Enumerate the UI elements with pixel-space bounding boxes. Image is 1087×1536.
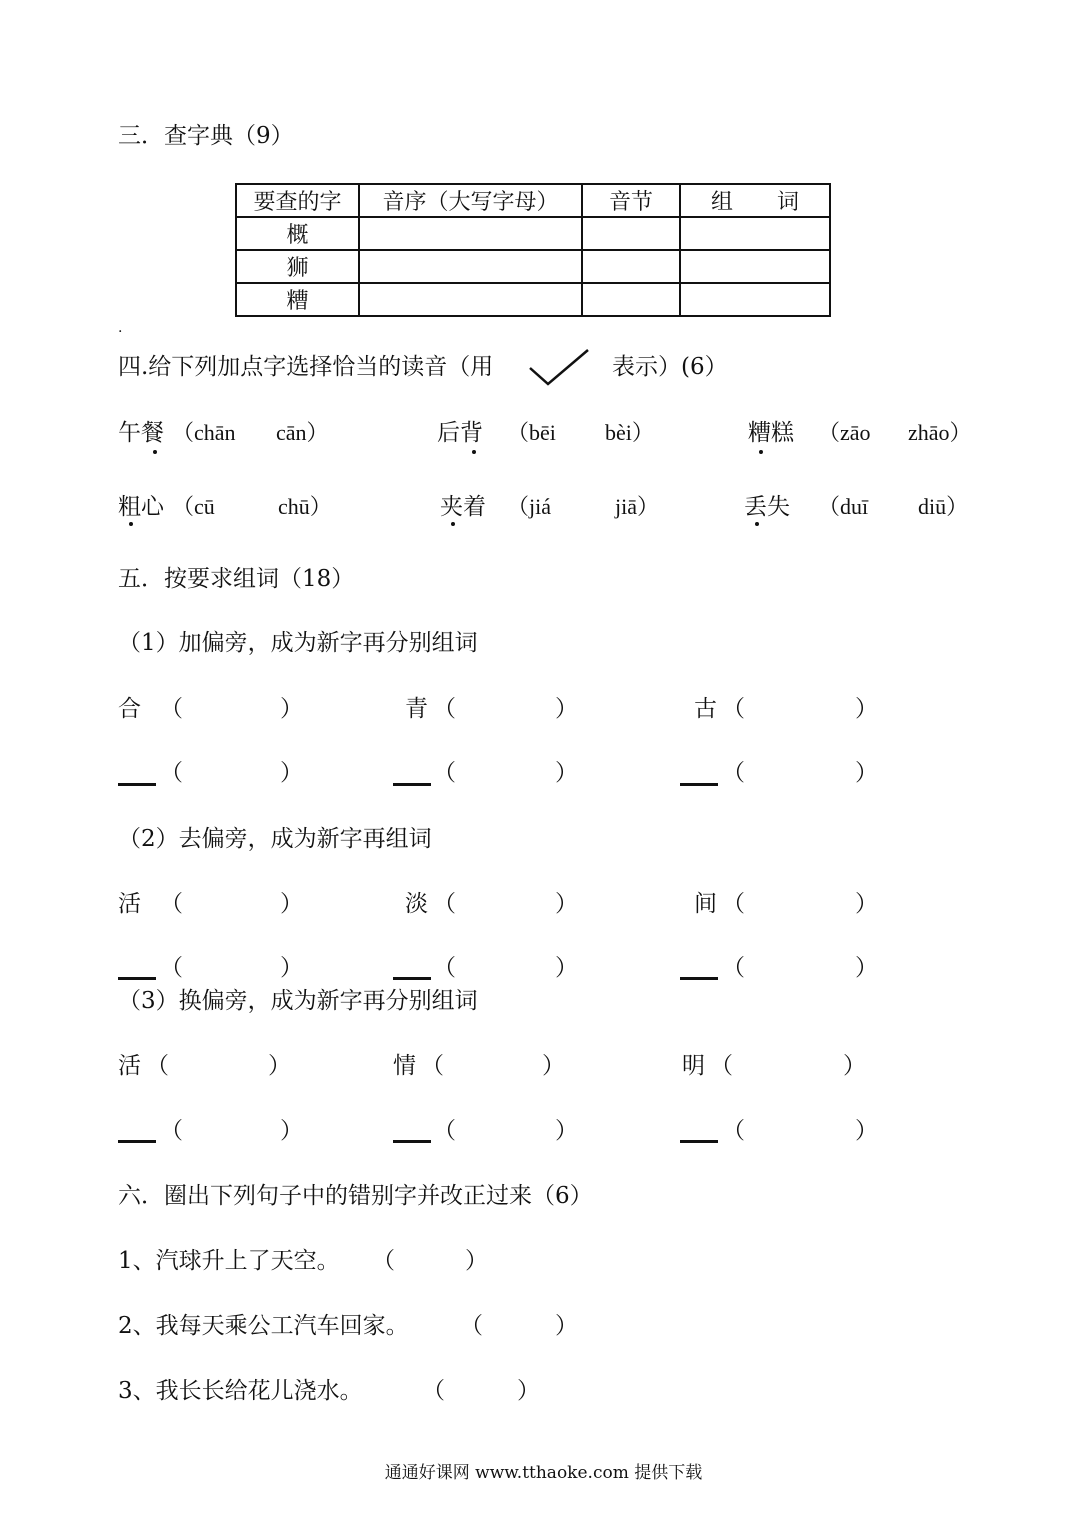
table-row [236,217,830,250]
section5-title: 五．按要求组词（18） [118,566,355,592]
given-char: 情 [393,1053,416,1079]
close-paren: ） [555,1313,578,1339]
table-header-row [236,184,830,217]
footer-credit: 通通好课网 www.tthaoke.com 提供下载 [384,1463,703,1483]
word-item: 糟糕 [748,420,794,446]
given-char: 间 [694,891,717,917]
close-paren: ） [280,955,303,981]
given-char: 青 [405,696,428,722]
table-cell-input[interactable] [582,217,680,250]
close-paren: ） [268,1053,291,1079]
part3-title: （3）换偏旁，成为新字再分别组词 [118,988,478,1014]
open-paren: （ [722,760,745,786]
stray-dot: . [118,320,123,336]
given-char: 古 [694,696,717,722]
part1-title: （1）加偏旁，成为新字再分别组词 [118,630,478,656]
pinyin-option[interactable]: diū） [918,494,969,519]
close-paren: ） [555,696,578,722]
answer-blank[interactable] [118,783,156,786]
close-paren: ） [542,1053,565,1079]
pinyin-option[interactable]: （zāo [818,420,871,445]
close-paren: ） [465,1248,488,1274]
table-cell-input[interactable] [582,283,680,316]
part2-title: （2）去偏旁，成为新字再组词 [118,826,432,852]
open-paren: （ [160,760,183,786]
table-cell-char: 概 [236,217,359,250]
open-paren: （ [722,955,745,981]
table-header: 要查的字 [236,184,359,217]
emphasis-dot [472,450,476,454]
close-paren: ） [855,1118,878,1144]
given-char: 合 [118,696,141,722]
open-paren: （ [421,1053,444,1079]
pinyin-option[interactable]: （duī [818,494,869,519]
sentence-item: 3、我长长给花儿浇水。 [118,1378,363,1404]
close-paren: ） [555,1118,578,1144]
section4-title-start: 四.给下列加点字选择恰当的读音（用 [118,354,494,380]
given-char: 淡 [405,891,428,917]
answer-blank[interactable] [393,783,431,786]
close-paren: ） [855,955,878,981]
section6-title: 六．圈出下列句子中的错别字并改正过来（6） [118,1183,593,1209]
pinyin-option[interactable]: （bēi [507,420,556,445]
open-paren: （ [722,891,745,917]
emphasis-dot [759,450,763,454]
close-paren: ） [855,891,878,917]
open-paren: （ [722,696,745,722]
pinyin-option[interactable]: cān） [276,420,329,445]
checkmark-icon [528,348,590,388]
emphasis-dot [129,522,133,526]
table-cell-input[interactable] [359,250,582,283]
answer-blank[interactable] [680,1140,718,1143]
answer-blank[interactable] [118,977,156,980]
table-header: 组 词 [680,184,830,217]
pinyin-option[interactable]: jiā） [615,494,659,519]
table-header: 音节 [582,184,680,217]
emphasis-dot [755,522,759,526]
table-header: 音序（大写字母） [359,184,582,217]
table-cell-input[interactable] [680,217,830,250]
word-item: 后背 [437,420,483,446]
open-paren: （ [433,760,456,786]
close-paren: ） [280,760,303,786]
answer-blank[interactable] [680,783,718,786]
table-cell-input[interactable] [359,283,582,316]
table-cell-input[interactable] [680,250,830,283]
pinyin-option[interactable]: bèi） [605,420,654,445]
answer-blank[interactable] [393,977,431,980]
close-paren: ） [555,760,578,786]
table-row [236,250,830,283]
given-char: 明 [682,1053,705,1079]
emphasis-dot [451,522,455,526]
open-paren: （ [433,891,456,917]
open-paren: （ [372,1248,395,1274]
pinyin-option[interactable]: （jiá [507,494,551,519]
sentence-item: 2、我每天乘公工汽车回家。 [118,1313,409,1339]
open-paren: （ [710,1053,733,1079]
close-paren: ） [280,891,303,917]
open-paren: （ [160,955,183,981]
close-paren: ） [517,1378,540,1404]
table-cell-char: 狮 [236,250,359,283]
table-cell-input[interactable] [680,283,830,316]
open-paren: （ [433,696,456,722]
word-item: 夹着 [440,494,486,520]
pinyin-option[interactable]: （chān [172,420,236,445]
close-paren: ） [280,696,303,722]
answer-blank[interactable] [118,1140,156,1143]
table-cell-input[interactable] [582,250,680,283]
section3-title: 三．查字典（9） [118,123,294,149]
emphasis-dot [153,450,157,454]
table-row [236,283,830,316]
open-paren: （ [160,1118,183,1144]
word-item: 丢失 [744,494,790,520]
open-paren: （ [433,1118,456,1144]
pinyin-option[interactable]: chū） [278,494,332,519]
sentence-item: 1、汽球升上了天空。 [118,1248,340,1274]
table-cell-char: 糟 [236,283,359,316]
close-paren: ） [280,1118,303,1144]
dictionary-table [235,183,831,317]
close-paren: ） [555,891,578,917]
answer-blank[interactable] [393,1140,431,1143]
word-item: 午餐 [118,420,164,446]
open-paren: （ [146,1053,169,1079]
answer-blank[interactable] [680,977,718,980]
open-paren: （ [722,1118,745,1144]
given-char: 活 [118,1053,141,1079]
open-paren: （ [433,955,456,981]
table-cell-input[interactable] [359,217,582,250]
close-paren: ） [855,760,878,786]
given-char: 活 [118,891,141,917]
close-paren: ） [555,955,578,981]
pinyin-option[interactable]: （cū [172,494,215,519]
open-paren: （ [460,1313,483,1339]
close-paren: ） [843,1053,866,1079]
open-paren: （ [422,1378,445,1404]
pinyin-option[interactable]: zhāo） [908,420,972,445]
section4-title-end: 表示）(6） [612,354,728,380]
open-paren: （ [160,696,183,722]
close-paren: ） [855,696,878,722]
open-paren: （ [160,891,183,917]
word-item: 粗心 [118,494,164,520]
